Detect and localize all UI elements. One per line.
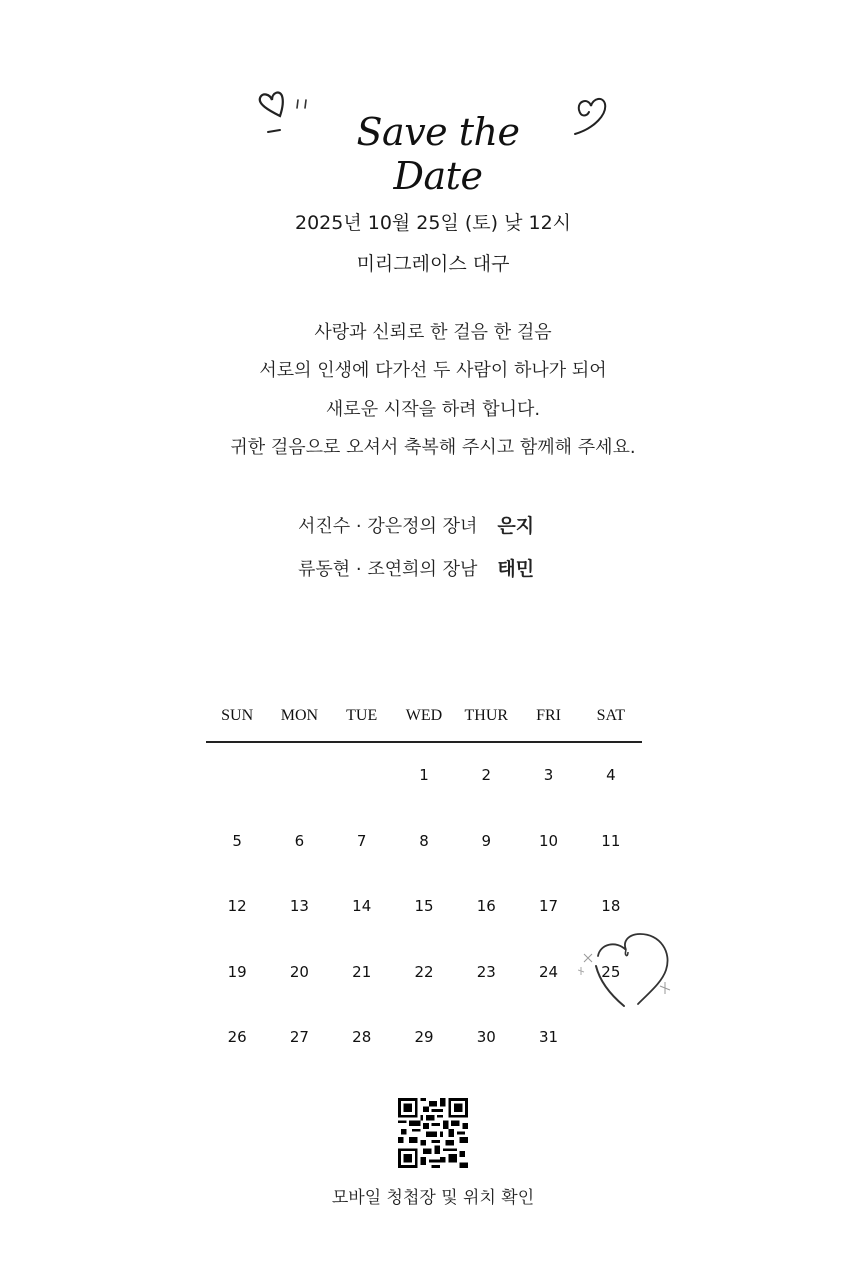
doodle-heart-left-icon bbox=[254, 88, 314, 138]
title-block bbox=[250, 84, 620, 198]
message-line: 귀한 걸음으로 오셔서 축복해 주시고 함께해 주세요. bbox=[230, 437, 636, 458]
save-the-date-title: Save the Date bbox=[356, 110, 520, 198]
calendar-day: 16 bbox=[476, 897, 496, 915]
calendar-day: 13 bbox=[289, 897, 309, 915]
message-line: 새로운 시작을 하려 합니다. bbox=[325, 399, 541, 420]
calendar-day: 31 bbox=[539, 1028, 559, 1046]
calendar-day bbox=[268, 743, 330, 809]
bride-name: 은지 bbox=[497, 515, 535, 537]
calendar-day: 27 bbox=[289, 1028, 309, 1046]
calendar-day: 26 bbox=[227, 1028, 247, 1046]
calendar-day: 18 bbox=[601, 897, 621, 915]
calendar bbox=[206, 700, 642, 1071]
calendar-day: 9 bbox=[481, 831, 492, 850]
calendar-day: 8 bbox=[419, 831, 429, 850]
qr-caption: 모바일 청첩장 및 위치 확인 bbox=[331, 1188, 535, 1208]
groom-name: 태민 bbox=[497, 558, 535, 580]
calendar-day: 11 bbox=[601, 831, 621, 850]
calendar-day: 19 bbox=[227, 962, 247, 981]
weekday-label: WED bbox=[405, 707, 443, 724]
calendar-day: 20 bbox=[289, 962, 309, 981]
calendar-day: 2 bbox=[481, 766, 492, 784]
calendar-day: 17 bbox=[539, 897, 559, 915]
calendar-grid bbox=[206, 743, 642, 1071]
calendar-day bbox=[331, 743, 393, 809]
weekday-label: FRI bbox=[536, 707, 562, 724]
calendar-day: 21 bbox=[352, 962, 372, 981]
event-venue: 미리그레이스 대구 bbox=[356, 253, 510, 275]
weekday-label: THUR bbox=[464, 707, 509, 724]
weekday-label: MON bbox=[280, 707, 319, 724]
bride-parents: 서진수 · 강은정의 장녀 bbox=[298, 516, 478, 537]
heart-highlight-icon bbox=[578, 930, 674, 1012]
calendar-day: 4 bbox=[606, 766, 616, 784]
message-line: 사랑과 신뢰로 한 걸음 한 걸음 bbox=[314, 322, 552, 343]
calendar-day: 24 bbox=[539, 962, 559, 981]
weekday-label: SUN bbox=[221, 707, 254, 724]
calendar-day: 1 bbox=[419, 766, 429, 784]
weekday-label: TUE bbox=[346, 707, 378, 724]
calendar-day: 6 bbox=[294, 831, 305, 850]
calendar-day: 22 bbox=[414, 962, 434, 981]
doodle-heart-right-icon bbox=[565, 94, 611, 140]
calendar-day: 23 bbox=[476, 962, 496, 981]
qr-code-icon[interactable] bbox=[398, 1098, 468, 1168]
calendar-day bbox=[580, 1005, 642, 1071]
calendar-day: 5 bbox=[232, 831, 242, 850]
calendar-day: 29 bbox=[414, 1028, 434, 1046]
calendar-day: 14 bbox=[352, 897, 372, 915]
calendar-day-wedding: 25 bbox=[601, 962, 621, 981]
calendar-day: 3 bbox=[543, 766, 554, 784]
calendar-day: 7 bbox=[356, 831, 367, 850]
calendar-day: 10 bbox=[539, 831, 559, 850]
calendar-day: 12 bbox=[227, 897, 247, 915]
calendar-weekday-header bbox=[206, 700, 642, 732]
calendar-day: 30 bbox=[476, 1028, 496, 1046]
weekday-label: SAT bbox=[596, 707, 626, 724]
groom-parents: 류동현 · 조연희의 장남 bbox=[298, 559, 478, 580]
calendar-day: 15 bbox=[414, 897, 434, 915]
message-line: 서로의 인생에 다가선 두 사람이 하나가 되어 bbox=[259, 360, 607, 381]
event-datetime: 2025년 10월 25일 (토) 낮 12시 bbox=[294, 212, 572, 234]
calendar-day bbox=[206, 743, 268, 809]
calendar-day: 28 bbox=[352, 1028, 372, 1046]
